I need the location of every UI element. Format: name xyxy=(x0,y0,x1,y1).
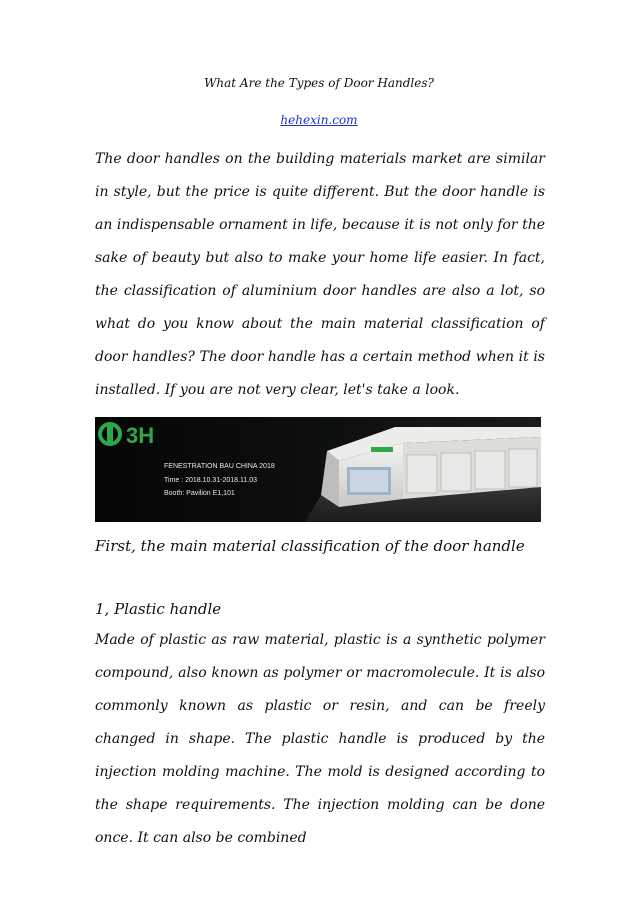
banner-line-2: Time : 2018.10.31-2018.11.03 xyxy=(164,477,258,484)
logo-text: 3H xyxy=(126,423,155,448)
source-line xyxy=(0,113,638,127)
banner-line-3: Booth: Pavilion E1,101 xyxy=(164,490,235,497)
brand-logo xyxy=(100,423,154,448)
source-link[interactable]: hehexin.com xyxy=(280,113,358,127)
intro-paragraph: The door handles on the building materials market are similar in style, but the price is quite different. But the door handle is an indispensable ornament in life, because it is not only for the sake of beauty but also to make your home life easier. In fact, the classification of aluminium door handles are also a lot, so what do you know about the main material classification of door handles? The door handle has a certain method when it is installed. If you are not very clear, let's take a look. xyxy=(95,151,545,398)
plastic-handle-paragraph: Made of plastic as raw material, plastic is a synthetic polymer compound, also known as polymer or macromolecule. It is also commonly known as plastic or resin, and can be freely changed in shape. The plastic handle is produced by the injection molding machine. The mold is designed according to the shape requirements. The injection molding can be done once. It can also be combined xyxy=(95,632,545,846)
banner-line-1: FENESTRATION BAU CHINA 2018 xyxy=(164,463,275,470)
banner-graphic xyxy=(95,417,541,522)
section-heading: First, the main material classification of the door handle xyxy=(95,537,525,555)
exhibition-banner-image xyxy=(95,417,541,522)
subsection-heading: 1, Plastic handle xyxy=(95,600,222,618)
document-title: What Are the Types of Door Handles? xyxy=(204,76,434,90)
